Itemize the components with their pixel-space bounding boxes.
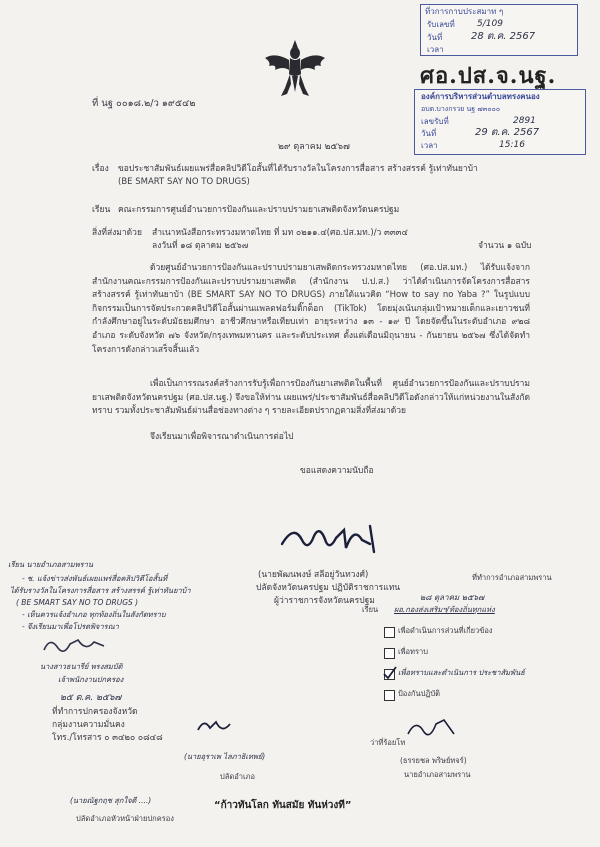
sheriff-signature bbox=[404, 714, 460, 742]
receive-date: 28 ต.ค. 2567 bbox=[471, 31, 536, 42]
option-checkbox-3[interactable] bbox=[384, 669, 395, 680]
left-note-position: เจ้าพนักงานปกครอง bbox=[58, 675, 124, 684]
agency-stamp-title: องค์การบริหารส่วนตำบลทรงคนอง bbox=[421, 92, 540, 101]
body-paragraph-3: จึงเรียนมาเพื่อพิจารณาดำเนินการต่อไป bbox=[150, 432, 294, 442]
agency-date: 29 ต.ค. 2567 bbox=[475, 127, 540, 138]
right-note-office: ที่ทำการอำเภอสามพราน bbox=[472, 573, 552, 582]
option-label-1: เพื่อดำเนินการส่วนที่เกี่ยวข้อง bbox=[398, 626, 493, 635]
option-checkbox-1[interactable] bbox=[384, 627, 395, 638]
left-note-line-5: - จึงเรียนมาเพื่อโปรดพิจารณา bbox=[22, 622, 119, 631]
check-mark-icon bbox=[383, 666, 397, 680]
attachment-line-2: ลงวันที่ ๑๘ ตุลาคม ๒๕๖๗ bbox=[152, 241, 249, 251]
district-officer-title: ปลัดอำเภอ bbox=[220, 772, 255, 781]
subject-line-2: (BE SMART SAY NO TO DRUGS) bbox=[118, 177, 250, 187]
attachment-count: จำนวน ๑ ฉบับ bbox=[478, 241, 532, 251]
dept-line-2: กลุ่มงานความมั่นคง bbox=[52, 720, 125, 730]
left-note-name: นางสาวธนารีย์ พรงสมบัติ bbox=[40, 662, 123, 671]
closing: ขอแสดงความนับถือ bbox=[300, 466, 374, 476]
subject-label: เรื่อง bbox=[92, 164, 109, 174]
sheriff-title: นายอำเภอสามพราน bbox=[404, 770, 471, 779]
signer-name: (นายพัฒนพงษ์ สลีอยู่วันทวงศ์) bbox=[258, 570, 369, 580]
left-note-line-2: ได้รับรางวัลในโครงการสื่อสาร สร้างสรรค์ รู้เท่าทันยาบ้า bbox=[10, 586, 191, 595]
option-checkbox-2[interactable] bbox=[384, 648, 395, 659]
slogan: “ก้าวทันโลก ทันสมัย ทันห่วงที” bbox=[214, 800, 352, 811]
left-note-line-3: ( BE SMART SAY NO TO DRUGS ) bbox=[16, 598, 139, 607]
chief-officer-name: (นายณัฐกฤช สุกใจดี ....) bbox=[70, 796, 152, 805]
reception-stamp-title: ที่วการกาบประสมาท ๆ bbox=[425, 7, 504, 16]
sheriff-rank-label: ว่าที่ร้อยโท bbox=[370, 738, 406, 747]
option-checkbox-4[interactable] bbox=[384, 690, 395, 701]
attachment-label: สิ่งที่ส่งมาด้วย bbox=[92, 228, 142, 238]
document-date: ๒๙ ตุลาคม ๒๕๖๗ bbox=[278, 142, 350, 152]
receive-label: รับเลขที่ bbox=[427, 20, 455, 29]
to-text: คณะกรรมการศูนย์อำนวยการป้องกันและปราบปรามยาเสพติดจังหวัดนครปฐม bbox=[118, 205, 400, 215]
garuda-emblem bbox=[263, 38, 327, 100]
attachment-line-1: สำเนาหนังสือกระทรวงมหาดไทย ที่ มท ๐๒๑๑.๔(ศอ.ปส.มท.)/ว ๓๓๓๔ bbox=[152, 228, 408, 238]
reception-stamp bbox=[420, 4, 578, 56]
main-signature bbox=[280, 518, 390, 558]
left-note-signature bbox=[40, 632, 110, 658]
left-note-greeting: เรียน นายอำเภอสามพราน bbox=[8, 560, 94, 569]
right-note-greeting: เรียน bbox=[362, 605, 379, 614]
agency-recv-number: 2891 bbox=[513, 116, 536, 126]
body-paragraph-2: เพื่อเป็นการรณรงค์สร้างการรับรู้เพื่อการป้องกันยาเสพติดในพื้นที่ ศูนย์อำนวยการป้องกันและปราบปรามยาเสพติดจังหวัดนครปฐม (ศอ.ปส.นฐ.) จึงขอให้ท่าน เผยแพร่/ประชาสัมพันธ์สื่อคลิปวิดีโอดังกล่าวให้แก่หน่วยงานในสังกัดทราบ รวมทั้งประชาสัมพันธ์ผ่านสื่อช่องทางต่าง ๆ รายละเอียดปรากฏตามสิ่งที่ส่งมาด้วย bbox=[92, 379, 530, 417]
signer-title-1: ปลัดจังหวัดนครปฐม ปฏิบัติราชการแทน bbox=[256, 583, 401, 593]
reference-code: ศอ.ปส.จ.นฐ. bbox=[420, 63, 557, 89]
dept-line-3: โทร./โทรสาร ๐ ๓๔๒๐ ๐๘๔๘ bbox=[52, 733, 163, 743]
left-note-line-4: - เห็นควรแจ้งอำเภอ ทุกท้องถิ่นในสังกัดทราบ bbox=[22, 610, 166, 619]
option-label-3: เพื่อทราบและดำเนินการ ประชาสัมพันธ์ bbox=[398, 668, 525, 677]
dept-line-1: ที่ทำการปกครองจังหวัด bbox=[52, 707, 138, 717]
chief-officer-title: ปลัดอำเภอหัวหน้าฝ่ายปกครอง bbox=[76, 814, 174, 823]
subject-line-1: ขอประชาสัมพันธ์เผยแพร่สื่อคลิปวิดีโอสั้นที่ได้รับรางวัลในโครงการสื่อสาร สร้างสรรค์ รู้เท่าทันยาบ้า bbox=[118, 164, 478, 174]
option-label-2: เพื่อทราบ bbox=[398, 647, 428, 656]
sheriff-name: (ธรรยชล พริษย์ทจร์) bbox=[400, 756, 467, 765]
agency-stamp-sub: อบต.บางกรวย นฐ ๗๓๐๐๐ bbox=[421, 105, 501, 113]
right-note-date: ๒๘ ตุลาคม ๒๕๖๗ bbox=[420, 593, 485, 602]
agency-recv-label: เลขรับที่ bbox=[421, 117, 449, 126]
agency-date-label: วันที่ bbox=[421, 129, 437, 138]
left-note-date: ๒๕ ต.ค. ๒๕๖๗ bbox=[60, 693, 122, 703]
left-note-line-1: - ช. แจ้งข่าวส่งพันธ์เผยแพร่สื่อคลิปวิดีโอสั้นที่ bbox=[22, 574, 168, 583]
agency-time-label: เวลา bbox=[421, 141, 438, 150]
district-officer-signature bbox=[196, 716, 236, 738]
right-note-to: ผอ.กองส่งเสริมฯ/ท้องถิ่นทุกแห่ง bbox=[394, 605, 495, 614]
receive-time-label: เวลา bbox=[427, 45, 444, 54]
receive-date-label: วันที่ bbox=[427, 33, 443, 42]
receive-number: 5/109 bbox=[477, 19, 503, 29]
agency-stamp bbox=[414, 89, 586, 155]
agency-time: 15:16 bbox=[499, 140, 525, 150]
to-label: เรียน bbox=[92, 205, 111, 215]
signer-title-2: ผู้ว่าราชการจังหวัดนครปฐม bbox=[274, 596, 375, 606]
district-officer-name: (นายอุราเพ ไลภาธิเทพย์) bbox=[184, 752, 266, 761]
document-number: ที่ นฐ ๐๐๑๘.๒/ว ๑๙๕๔๒ bbox=[92, 98, 196, 109]
option-label-4: ป้องกันปฏิบัติ bbox=[398, 689, 441, 698]
body-paragraph-1: ด้วยศูนย์อำนวยการป้องกันและปราบปรามยาเสพติดกระทรวงมหาดไทย (ศอ.ปส.มท.) ได้รับแจ้งจากสำนักงานคณะกรรมการป้องกันและปราบปรามยาเสพติด (สำนักงาน ป.ป.ส.) ว่าได้ดำเนินการจัดโครงการสื่อสาร สร้างสรรค์ รู้เท่าทันยาบ้า (BE SMART SAY NO TO DRUGS) ภายใต้แนวคิด “How to say no Yaba ?” ในรูปแบบกิจกรรมเป็นการจัดประกวดคลิปวิดีโอสั้นผ่านแพลตฟอร์มติ๊กต็อก (TikTok) โดยมุ่งเน้นกลุ่มเป้าหมายเด็กและเยาวชนที่กำลังศึกษาอยู่ในระดับมัธยมศึกษา อาชีวศึกษาหรือเทียบเท่า อายุระหว่าง ๑๓ - ๑๙ ปี โดยจัดขึ้นในระดับอำเภอ ๙๒๘ อำเภอ ระดับจังหวัด ๗๖ จังหวัด/กรุงเทพมหานคร และระดับประเทศ ตั้งแต่เดือนมิถุนายน - กันยายน ๒๕๖๗ ซึ่งได้จัดทำโครงการดังกล่าวเสร็จสิ้นแล้ว bbox=[92, 263, 530, 355]
